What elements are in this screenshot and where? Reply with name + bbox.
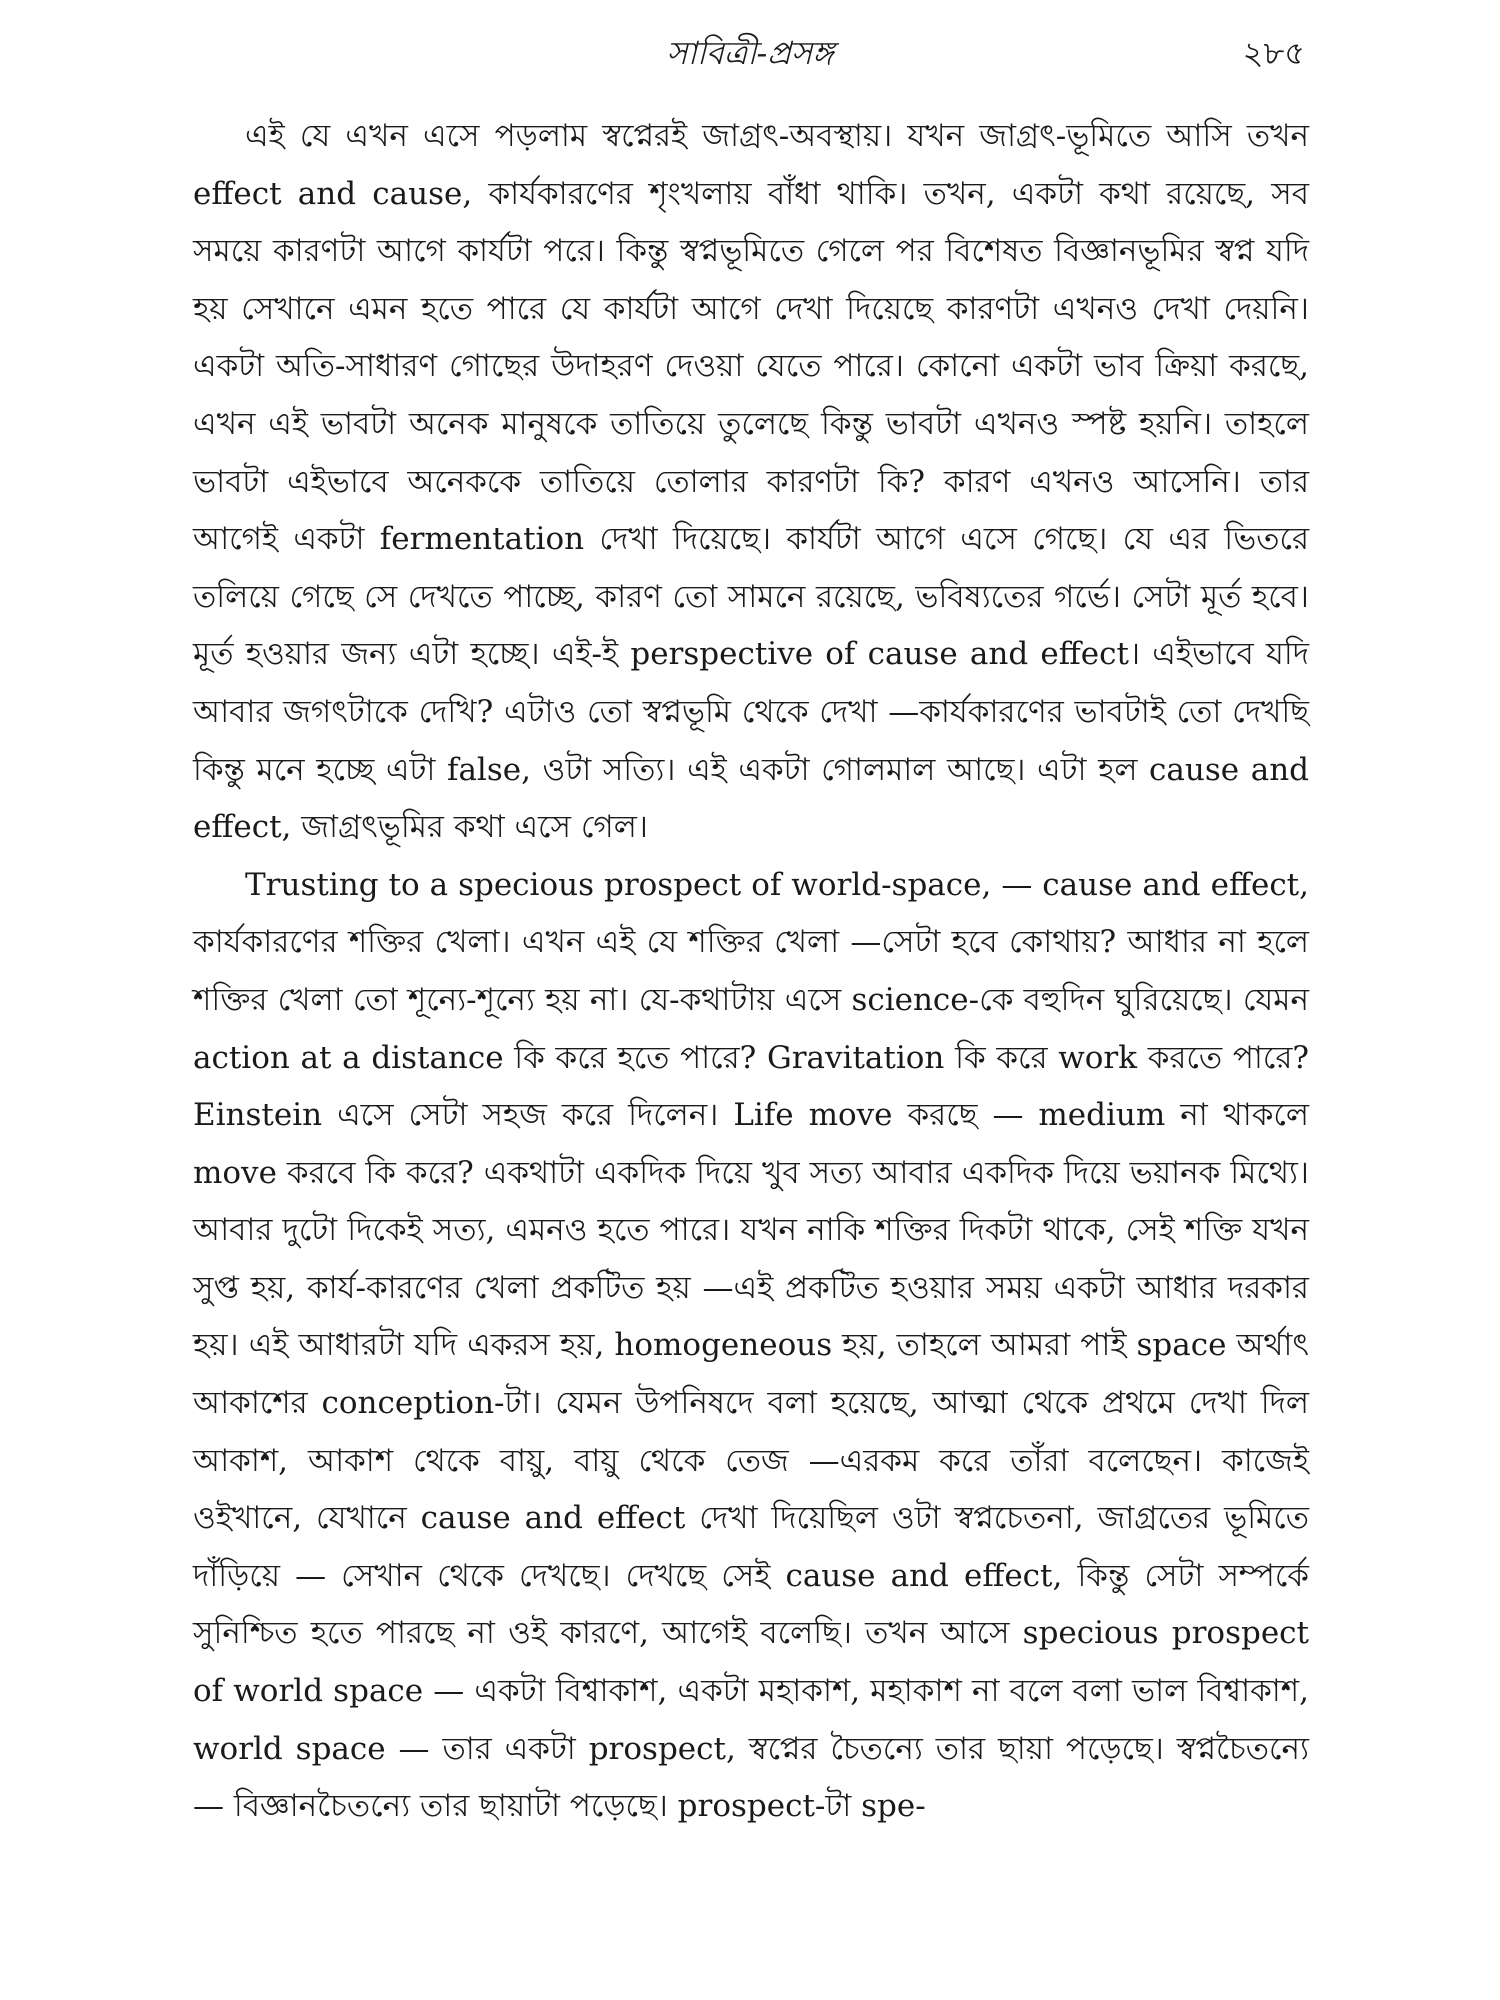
running-head: [195, 28, 1305, 78]
running-title: সাবিত্রী-প্রসঙ্গ: [666, 34, 834, 72]
page-number: ২৮৫: [1242, 34, 1305, 72]
paragraph-2: Trusting to a specious prospect of world-space, — cause and effect, কার্যকারণের শক্তির খেলা। এখন এই যে শক্তির খেলা —সেটা হবে কোথায়? আধার না হলে শক্তির খেলা তো শূন্যে-শূন্যে হয় না। যে-কথাটায় এসে science-কে বহুদিন ঘুরিয়েছে। যেমন action at a distance কি করে হতে পারে? Gravitation কি করে work করতে পারে? Einstein এসে সেটা সহজ করে দিলেন। Life move করছে — medium না থাকলে move করবে কি করে? একথাটা একদিক দিয়ে খুব সত্য আবার একদিক দিয়ে ভয়ানক মিথ্যে। আবার দুটো দিকেই সত্য, এমনও হতে পারে। যখন নাকি শক্তির দিকটা থাকে, সেই শক্তি যখন সুপ্ত হয়, কার্য-কারণের খেলা প্রকটিত হয় —এই প্রকটিত হওয়ার সময় একটা আধার দরকার হয়। এই আধারটা যদি একরস হয়, homogeneous হয়, তাহলে আমরা পাই space অর্থাৎ আকাশের conception-টা। যেমন উপনিষদে বলা হয়েছে, আত্মা থেকে প্রথমে দেখা দিল আকাশ, আকাশ থেকে বায়ু, বায়ু থেকে তেজ —এরকম করে তাঁরা বলেছেন। কাজেই ওইখানে, যেখানে cause and effect দেখা দিয়েছিল ওটা স্বপ্নচেতনা, জাগ্রতের ভূমিতে দাঁড়িয়ে — সেখান থেকে দেখছে। দেখছে সেই cause and effect, কিন্তু সেটা সম্পর্কে সুনিশ্চিত হতে পারছে না ওই কারণে, আগেই বলেছি। তখন আসে specious prospect of world space — একটা বিশ্বাকাশ, একটা মহাকাশ, মহাকাশ না বলে বলা ভাল বিশ্বাকাশ, world space — তার একটা prospect, স্বপ্নের চৈতন্যে তার ছায়া পড়েছে। স্বপ্নচৈতন্যে — বিজ্ঞানচৈতন্যে তার ছায়াটা পড়েছে। prospect-টা spe-: [193, 866, 1309, 1825]
paragraph-1: এই যে এখন এসে পড়লাম স্বপ্নেরই জাগ্রৎ-অবস্থায়। যখন জাগ্রৎ-ভূমিতে আসি তখন effect and cause, কার্যকারণের শৃংখলায় বাঁধা থাকি। তখন, একটা কথা রয়েছে, সব সময়ে কারণটা আগে কার্যটা পরে। কিন্তু স্বপ্নভূমিতে গেলে পর বিশেষত বিজ্ঞানভূমির স্বপ্ন যদি হয় সেখানে এমন হতে পারে যে কার্যটা আগে দেখা দিয়েছে কারণটা এখনও দেখা দেয়নি। একটা অতি-সাধারণ গোছের উদাহরণ দেওয়া যেতে পারে। কোনো একটা ভাব ক্রিয়া করছে, এখন এই ভাবটা অনেক মানুষকে তাতিয়ে তুলেছে কিন্তু ভাবটা এখনও স্পষ্ট হয়নি। তাহলে ভাবটা এইভাবে অনেককে তাতিয়ে তোলার কারণটা কি? কারণ এখনও আসেনি। তার আগেই একটা fermentation দেখা দিয়েছে। কার্যটা আগে এসে গেছে। যে এর ভিতরে তলিয়ে গেছে সে দেখতে পাচ্ছে, কারণ তো সামনে রয়েছে, ভবিষ্যতের গর্ভে। সেটা মূর্ত হবে। মূর্ত হওয়ার জন্য এটা হচ্ছে। এই-ই perspective of cause and effect। এইভাবে যদি আবার জগৎটাকে দেখি? এটাও তো স্বপ্নভূমি থেকে দেখা —কার্যকারণের ভাবটাই তো দেখছি কিন্তু মনে হচ্ছে এটা false, ওটা সত্যি। এই একটা গোলমাল আছে। এটা হল cause and effect, জাগ্রৎভূমির কথা এসে গেল।: [193, 118, 1309, 846]
body-text: [193, 108, 1309, 1836]
